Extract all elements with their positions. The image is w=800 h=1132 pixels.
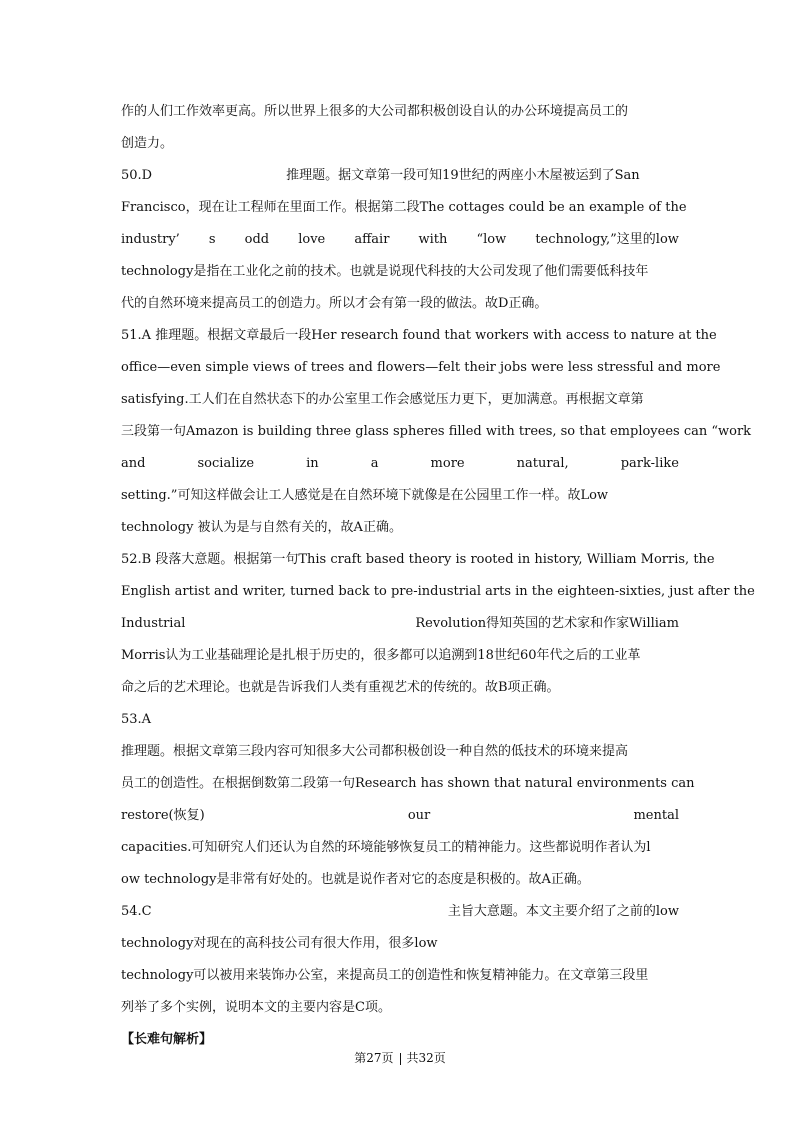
text-line: 三段第一句Amazon is building three glass spheres filled with trees, so that employees can “work — [121, 424, 752, 439]
text-line — [121, 162, 679, 190]
text-line: 列举了多个实例，说明本文的主要内容是C项。 — [121, 1000, 391, 1015]
text-line: Morris认为工业基础理论是扎根于历史的，很多都可以追溯到18世纪60年代之后的工业革 — [121, 648, 641, 663]
text-line: 推理题。根据文章第三段内容可知很多大公司都积极创设一种自然的低技术的环境来提高 — [121, 744, 629, 759]
text-line: technology对现在的高科技公司有很大作用，很多low — [121, 936, 438, 951]
text-line: technology 被认为是与自然有关的，故A正确。 — [121, 520, 402, 535]
footer-divider — [400, 1053, 401, 1065]
text-line: satisfying.工人们在自然状态下的办公室里工作会感觉压力更下，更加满意。再根据文章第 — [121, 392, 644, 407]
answer-label: 50.D — [121, 168, 153, 183]
text-line: 代的自然环境来提高员工的创造力。所以才会有第一段的做法。故D正确。 — [121, 296, 548, 311]
text-line: capacities.可知研究人们还认为自然的环境能够恢复员工的精神能力。这些都说明作者认为l — [121, 840, 651, 855]
text-line-justified: industry’ s odd love affair with “low technology,”这里的low — [121, 232, 679, 247]
page-footer — [0, 1048, 800, 1068]
text-line-justified: and socialize in a more natural, park-like — [121, 456, 679, 471]
page-number: 第27页 — [354, 1051, 394, 1065]
text-line: technology是指在工业化之前的技术。也就是说现代科技的大公司发现了他们需要低科技年 — [121, 264, 649, 279]
text-line-justified: Industrial Revolution得知英国的艺术家和作家William — [121, 616, 679, 631]
answer-explanation: 推理题。据文章第一段可知19世纪的两座小木屋被运到了San — [286, 168, 640, 183]
section-heading: 【长难句解析】 — [121, 1032, 213, 1047]
text-line: English artist and writer, turned back to pre-industrial arts in the eighteen-sixties, just after the — [121, 584, 755, 599]
text-line: 创造力。 — [121, 136, 174, 151]
text-line: 53.A — [121, 712, 152, 727]
answer-label: 54.C — [121, 904, 152, 919]
text-line-justified — [121, 898, 679, 926]
text-line: ow technology是非常有好处的。也就是说作者对它的态度是积极的。故A正确。 — [121, 872, 590, 887]
text-line: setting.”可知这样做会让工人感觉是在自然环境下就像是在公园里工作一样。故Low — [121, 488, 609, 503]
text-line: 命之后的艺术理论。也就是告诉我们人类有重视艺术的传统的。故B项正确。 — [121, 680, 560, 695]
text-line: technology可以被用来装饰办公室，来提高员工的创造性和恢复精神能力。在文章第三段里 — [121, 968, 649, 983]
text-line: 51.A 推理题。根据文章最后一段Her research found that workers with access to nature at the — [121, 328, 717, 343]
text-line: 员工的创造性。在根据倒数第二段第一句Research has shown that natural environments can — [121, 776, 695, 791]
text-line: 52.B 段落大意题。根据第一句This craft based theory is rooted in history, William Morris, the — [121, 552, 715, 567]
text-line: office—even simple views of trees and flowers—felt their jobs were less stressful and more — [121, 360, 721, 375]
page-total: 共32页 — [406, 1051, 446, 1065]
answer-explanation: 主旨大意题。本文主要介绍了之前的low — [447, 904, 679, 919]
text-line: 作的人们工作效率更高。所以世界上很多的大公司都积极创设自认的办公环境提高员工的 — [121, 104, 629, 119]
text-line-justified: restore(恢复) our mental — [121, 808, 679, 823]
text-line: Francisco，现在让工程师在里面工作。根据第二段The cottages could be an example of the — [121, 200, 687, 215]
